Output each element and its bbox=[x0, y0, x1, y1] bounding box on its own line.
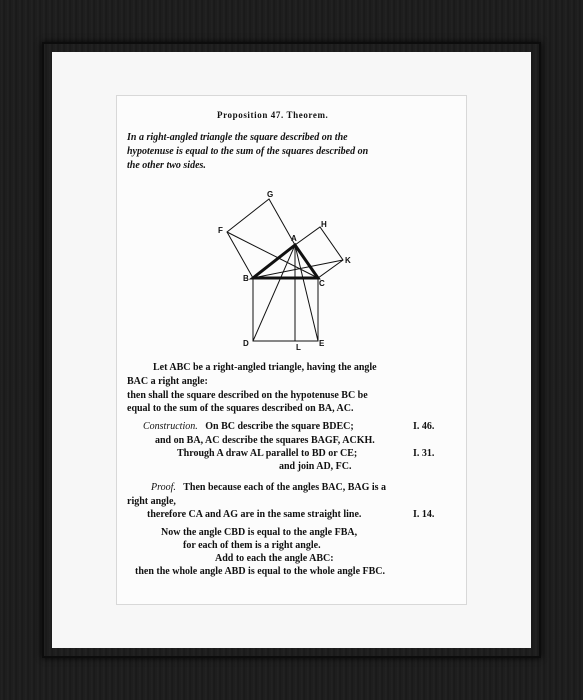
enunciation-line-3: the other two sides. bbox=[127, 160, 206, 171]
enunciation-line-1: In a right-angled triangle the square described on the bbox=[127, 132, 348, 143]
proof-line-5: for each of them is a right angle. bbox=[183, 540, 321, 551]
proposition-heading: Proposition 47. Theorem. bbox=[217, 110, 329, 120]
proof-line-6: Add to each the angle ABC: bbox=[215, 553, 334, 564]
label-l: L bbox=[296, 343, 301, 352]
enunciation-line-2: hypotenuse is equal to the sum of the squares described on bbox=[127, 146, 369, 157]
statement-line-3: then shall the square described on the hypotenuse BC be bbox=[127, 390, 368, 401]
construction-ref-3: I. 31. bbox=[413, 448, 435, 459]
construction-line-2: and on BA, AC describe the squares BAGF, ACKH. bbox=[155, 435, 375, 446]
label-b: B bbox=[243, 274, 249, 283]
construction-ref-1: I. 46. bbox=[413, 421, 435, 432]
line-fc bbox=[227, 232, 318, 278]
label-d: D bbox=[243, 339, 249, 348]
proof-text-1: Then because each of the angles BAC, BAG is a bbox=[183, 482, 387, 493]
statement-line-4: equal to the sum of the squares described on BA, AC. bbox=[127, 403, 354, 414]
construction-line-4: and join AD, FC. bbox=[279, 461, 352, 472]
label-a: A bbox=[291, 234, 297, 243]
label-c: C bbox=[319, 279, 325, 288]
label-f: F bbox=[218, 226, 223, 235]
construction-line-1 bbox=[143, 421, 354, 432]
pythagoras-figure bbox=[205, 188, 365, 353]
construction-line-3: Through A draw AL parallel to BD or CE; bbox=[177, 448, 358, 459]
label-k: K bbox=[345, 256, 351, 265]
label-g: G bbox=[267, 190, 274, 199]
proof-line-4: Now the angle CBD is equal to the angle FBA, bbox=[161, 527, 358, 538]
label-h: H bbox=[321, 220, 327, 229]
statement-line-2: BAC a right angle: bbox=[127, 376, 208, 387]
label-e: E bbox=[319, 339, 325, 348]
square-bdec bbox=[253, 278, 318, 341]
proof-line-3: therefore CA and AG are in the same straight line. bbox=[147, 509, 362, 520]
printed-page bbox=[117, 96, 466, 604]
proof-ref-3: I. 14. bbox=[413, 509, 435, 520]
proof-line-7: then the whole angle ABD is equal to the whole angle FBC. bbox=[135, 566, 386, 577]
proof-line-1 bbox=[151, 482, 386, 493]
statement-line-1: Let ABC be a right-angled triangle, having the angle bbox=[153, 362, 377, 373]
line-ad bbox=[253, 245, 295, 341]
proof-label: Proof. bbox=[151, 482, 176, 493]
construction-label: Construction. bbox=[143, 421, 198, 432]
proof-line-2: right angle, bbox=[127, 496, 176, 507]
square-bagf bbox=[227, 199, 295, 278]
construction-text-1: On BC describe the square BDEC; bbox=[205, 421, 354, 432]
